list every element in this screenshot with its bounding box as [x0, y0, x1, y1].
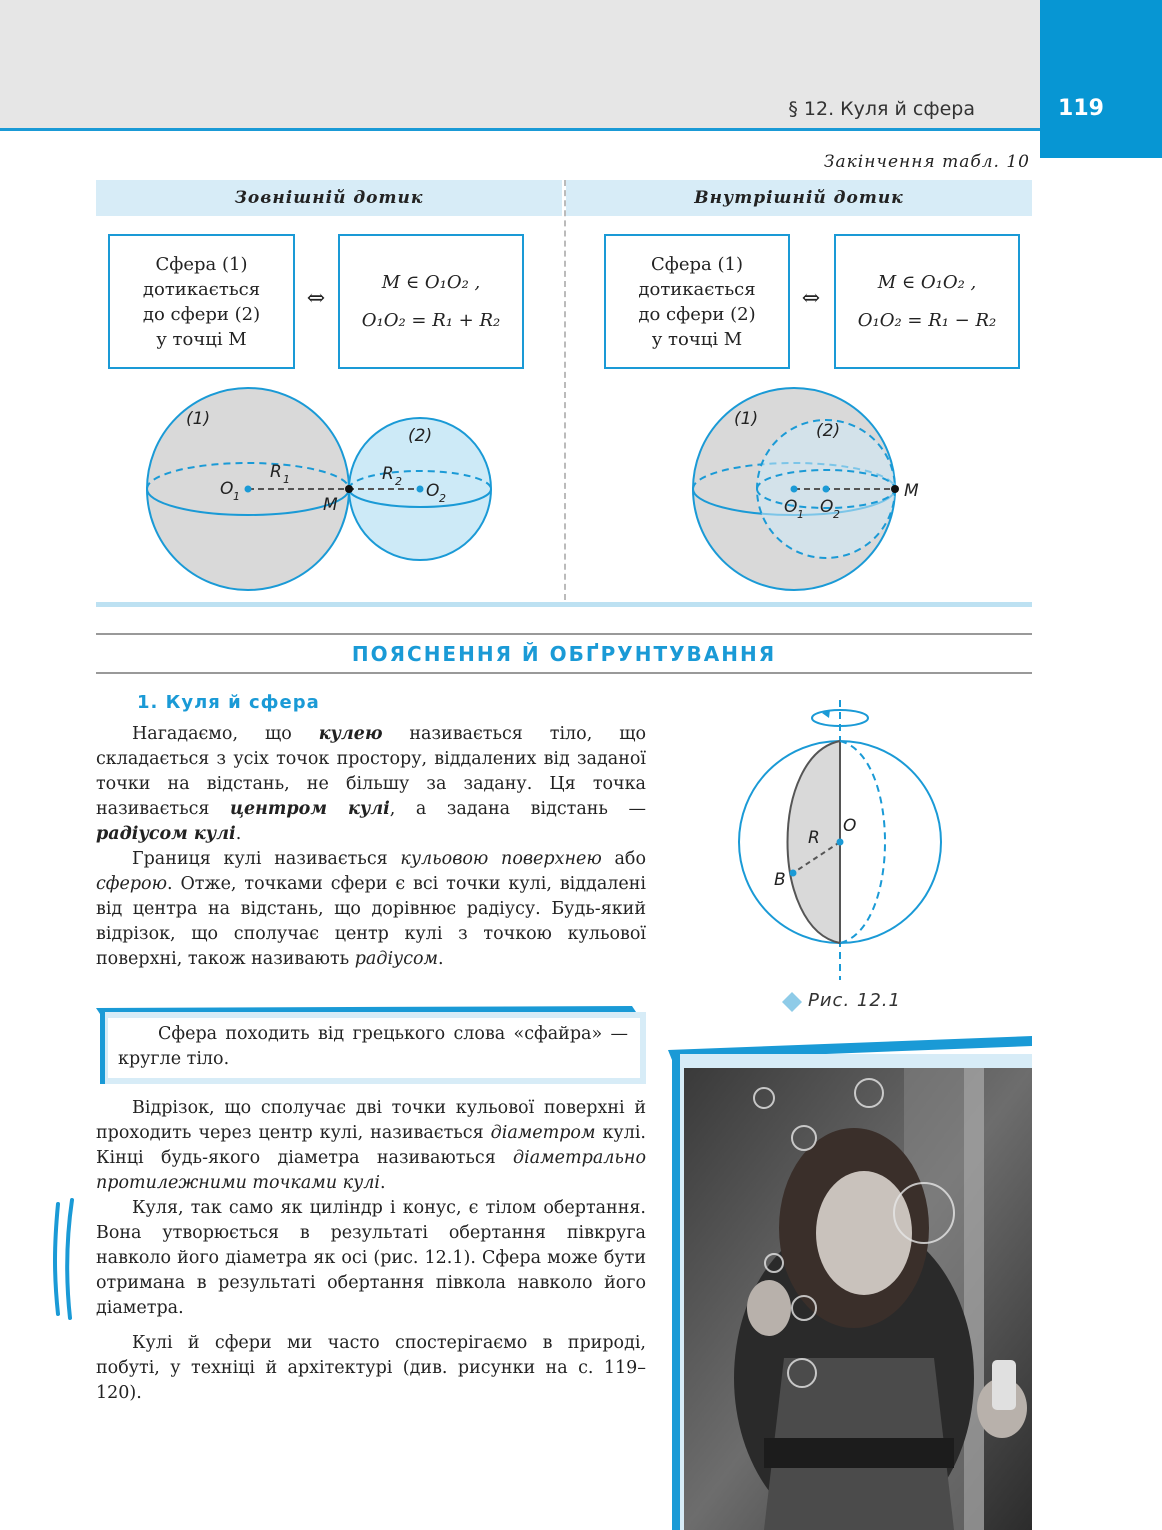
- column-header-external: Зовнішній дотик: [96, 180, 562, 216]
- subsection-title: 1. Куля й сфера: [137, 692, 320, 713]
- label-o2-sub: 2: [833, 508, 840, 521]
- text-block-2: [96, 1096, 646, 1406]
- formula-line: O₁O₂ = R₁ − R₂: [857, 309, 997, 331]
- external-condition-box: [108, 234, 295, 369]
- condition-line: до сфери (2): [638, 303, 756, 325]
- formula-line: O₁O₂ = R₁ + R₂: [361, 309, 501, 331]
- internal-condition-box: [604, 234, 790, 369]
- condition-line: Сфера (1): [155, 253, 248, 275]
- internal-formula-box: [834, 234, 1020, 369]
- section-title: ПОЯСНЕННЯ Й ОБҐРУНТУВАННЯ: [351, 642, 777, 666]
- label-sphere-2: (2): [816, 421, 841, 441]
- tangent-point-m: [891, 485, 899, 493]
- center-point: [837, 839, 844, 846]
- point-b: [790, 870, 797, 877]
- label-o1-sub: 1: [797, 508, 804, 521]
- label-sphere-1: (1): [734, 409, 759, 429]
- page-number: 119: [1058, 96, 1104, 121]
- label-o2: O: [820, 497, 834, 517]
- label-o1: O: [784, 497, 798, 517]
- condition-line: Сфера (1): [650, 253, 743, 275]
- section-rule-bottom: [96, 672, 1032, 674]
- condition-line: дотикається: [638, 278, 756, 300]
- iff-symbol: ⇔: [801, 286, 821, 311]
- text-block-1: [96, 722, 646, 972]
- center-o2-point: [417, 486, 424, 493]
- column-header-internal: Внутрішній дотик: [566, 180, 1032, 216]
- label-o1-sub: 1: [233, 490, 240, 503]
- condition-line: у точці M: [156, 328, 247, 350]
- center-o2-point: [823, 486, 830, 493]
- center-o1-point: [791, 486, 798, 493]
- page-number-tab: [1040, 0, 1162, 158]
- label-r2-sub: 2: [395, 475, 402, 488]
- formula-line: M ∈ O₁O₂ ,: [381, 271, 481, 293]
- iff-symbol: ⇔: [306, 286, 326, 311]
- label-o: O: [843, 816, 857, 836]
- external-formula-box: [338, 234, 524, 369]
- table-caption: Закінчення табл. 10: [823, 152, 1030, 172]
- section-rule-top: [96, 633, 1032, 635]
- tangent-point-m: [345, 485, 353, 493]
- label-r: R: [808, 828, 820, 848]
- label-b: B: [774, 870, 786, 890]
- label-m: M: [323, 495, 338, 515]
- label-sphere-1: (1): [186, 409, 211, 429]
- rotated-semicircle: [840, 741, 885, 943]
- table-divider: [564, 180, 566, 600]
- paragraph: Відрізок, що сполучає дві точки кульової поверхні й проходить через центр кулі, називається діаметром кулі. Кінці будь-якого діаметра називаються діаметрально протилежними точками кулі.: [96, 1098, 646, 1193]
- label-o1: O: [220, 479, 234, 499]
- paragraph: Кулі й сфери ми часто спостерігаємо в природі, побуті, у техніці й архітектурі (див. рисунки на с. 119–120).: [96, 1333, 646, 1403]
- note-text: Сфера походить від грецького слова «сфайра» — кругле тіло.: [118, 1024, 628, 1069]
- center-o1-point: [245, 486, 252, 493]
- label-o2-sub: 2: [439, 492, 446, 505]
- label-m: M: [904, 481, 919, 501]
- condition-line: у точці M: [651, 328, 743, 350]
- table-bottom-rule: [96, 602, 1032, 607]
- label-o2: O: [426, 481, 440, 501]
- running-head: § 12. Куля й сфера: [788, 98, 975, 120]
- figure-caption: Рис. 12.1: [808, 990, 901, 1011]
- label-r1: R: [270, 462, 282, 482]
- paragraph: Куля, так само як циліндр і конус, є тілом обертання. Вона утворюється в результаті обертання півкруга навколо його діаметра як осі (рис. 12.1). Сфера може бути отримана в результаті обертання півкола навколо його діаметра.: [96, 1198, 646, 1318]
- label-r2: R: [382, 464, 394, 484]
- label-sphere-2: (2): [408, 426, 433, 446]
- margin-marker-icon: [50, 1196, 80, 1322]
- label-r1-sub: 1: [283, 473, 290, 486]
- external-tangency-diagram: [140, 380, 500, 595]
- paragraph: Границя кулі називається кульовою поверхнею або сферою. Отже, точками сфери є всі точки кулі, віддалені від центра на відстань, що дорівнює радіусу. Будь-який відрізок, що сполучає центр кулі з точкою кульової поверхні, також називають радіусом.: [96, 849, 646, 969]
- paragraph: Нагадаємо, що кулею називається тіло, що складається з усіх точок простору, віддалених від заданої точки на відстань, не більшу за задану. Ця точка називається центром кулі, а задана відстань — радіусом кулі.: [96, 724, 646, 844]
- condition-line: дотикається: [142, 278, 261, 300]
- figure-12-1: [730, 700, 950, 985]
- formula-line: M ∈ O₁O₂ ,: [877, 271, 977, 293]
- internal-tangency-diagram: [686, 380, 936, 595]
- diamond-icon: [780, 990, 804, 1014]
- photo-girl-blowing-bubbles: [684, 1068, 1032, 1530]
- condition-line: до сфери (2): [142, 303, 261, 325]
